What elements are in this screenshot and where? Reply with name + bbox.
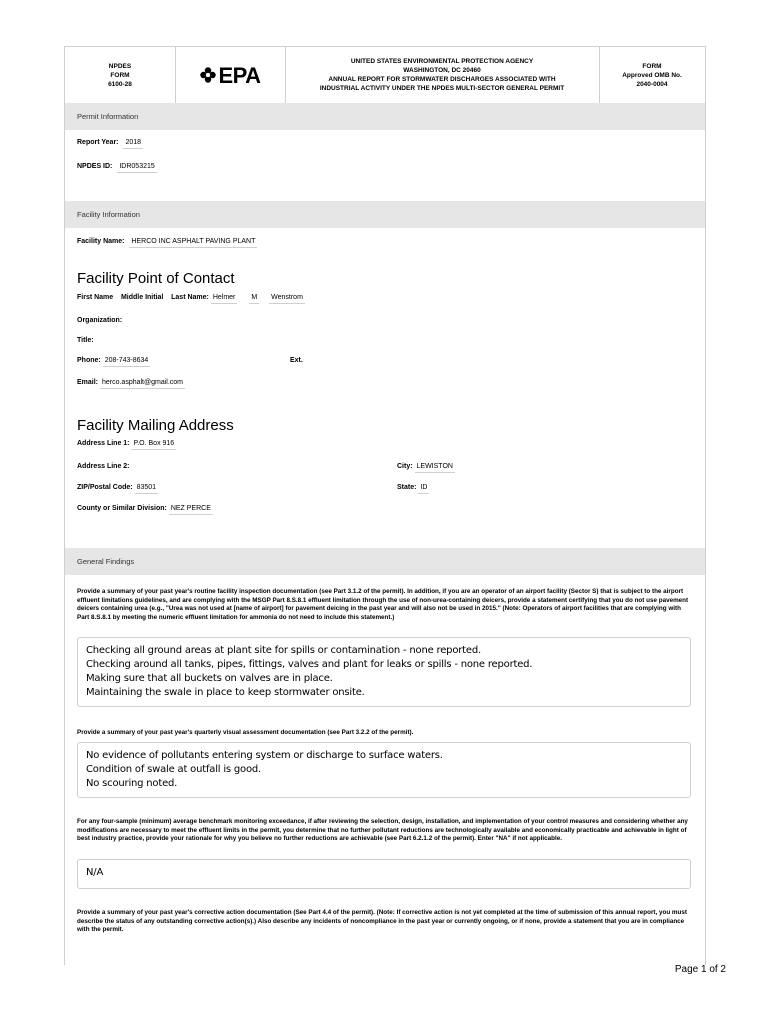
agency-title-cell xyxy=(285,47,600,103)
county-field xyxy=(77,505,213,515)
city-label: City: xyxy=(397,463,413,470)
agency-name: UNITED STATES ENVIRONMENTAL PROTECTION AGENCY xyxy=(350,58,534,65)
address-line1-value: P.O. Box 916 xyxy=(131,440,176,450)
visual-assessment-question: Provide a summary of your past year's quarterly visual assessment documentation (see Part 3.2.2 of the permit). xyxy=(77,729,414,736)
header-right-line: FORM xyxy=(642,62,662,70)
answer-line: N/A xyxy=(86,867,104,878)
form-header xyxy=(65,47,705,104)
address-line1-field xyxy=(77,440,176,450)
report-title-line: INDUSTRIAL ACTIVITY UNDER THE NPDES MULTI-SECTOR GENERAL PERMIT xyxy=(319,85,565,92)
contact-name-field xyxy=(77,294,305,304)
state-field xyxy=(397,484,429,494)
answer-line: No scouring noted. xyxy=(86,778,178,789)
benchmark-exceedance-question: For any four-sample (minimum) average benchmark monitoring exceedance, if after reviewing the selection, design, installation, and implementation of your control measures and considering whether any modifications are necessary to meet the effluent limits in the permit, you determine that no further pollutant reductions are technologically available and economically practicable and achievable in light of best industry practice, provide your rationale for why you believe no further reductions are achievable (see Part 6.2.1.2 of the permit). Enter "NA" if not applicable. xyxy=(77,818,688,843)
answer-line: No evidence of pollutants entering system or discharge to surface waters. xyxy=(86,750,443,761)
answer-line: Making sure that all buckets on valves are in place. xyxy=(86,673,333,684)
middle-initial-label: Middle Initial xyxy=(120,294,164,301)
corrective-action-question: Provide a summary of your past year's corrective action documentation (See Part 4.4 of the permit). (Note: If corrective action is not yet completed at the time of submission of this annual report, you must describe the status of any outstanding corrective action(s).) Also describe any incidents of noncompliance in the past year or currently ongoing, or if none, provide a statement that you are in compliance with the permit. xyxy=(77,909,687,934)
npdes-id-label: NPDES ID: xyxy=(77,163,113,170)
mailing-address-title: Facility Mailing Address xyxy=(77,417,234,434)
point-of-contact-title: Facility Point of Contact xyxy=(77,270,235,287)
header-right-line: 2040-0004 xyxy=(636,80,668,88)
email-value: herco.asphalt@gmail.com xyxy=(100,379,185,389)
phone-field xyxy=(77,357,150,367)
county-label: County or Similar Division: xyxy=(77,505,167,512)
header-left-line: FORM xyxy=(110,71,130,79)
report-year-field xyxy=(77,139,143,149)
report-title-line: ANNUAL REPORT FOR STORMWATER DISCHARGES ASSOCIATED WITH xyxy=(328,76,556,83)
agency-address: WASHINGTON, DC 20460 xyxy=(403,67,481,74)
phone-label: Phone: xyxy=(77,357,101,364)
epa-flower-icon xyxy=(199,66,217,84)
npdes-id-value: IDR053215 xyxy=(117,163,156,173)
header-left-line: 6100-28 xyxy=(108,80,132,88)
epa-logo-text: EPA xyxy=(218,62,261,88)
form-id-cell xyxy=(65,47,176,103)
address-line1-label: Address Line 1: xyxy=(77,440,130,447)
email-label: Email: xyxy=(77,379,99,386)
organization-field xyxy=(77,317,122,324)
first-name-label: First Name xyxy=(77,294,114,301)
epa-logo xyxy=(199,62,261,88)
logo-cell xyxy=(175,47,286,103)
form-page xyxy=(64,46,706,965)
visual-assessment-answer-box[interactable] xyxy=(77,742,691,798)
last-name-value: Wenstrom xyxy=(269,294,305,304)
facility-information-band: Facility Information xyxy=(65,201,705,228)
npdes-id-field xyxy=(77,163,157,173)
address-line2-field xyxy=(77,463,130,470)
answer-line: Checking around all tanks, pipes, fittings, valves and plant for leaks or spills - none reported. xyxy=(86,659,533,670)
answer-line: Condition of swale at outfall is good. xyxy=(86,764,262,775)
last-name-label: Last Name: xyxy=(171,294,209,301)
general-findings-band: General Findings xyxy=(65,548,705,575)
organization-label: Organization: xyxy=(77,317,123,324)
permit-information-band: Permit Information xyxy=(65,103,705,130)
extension-field xyxy=(290,357,303,364)
county-value: NEZ PERCE xyxy=(169,505,213,515)
facility-name-label: Facility Name: xyxy=(77,238,125,245)
title-field xyxy=(77,337,94,344)
city-field xyxy=(397,463,455,473)
benchmark-exceedance-answer-box[interactable] xyxy=(77,859,691,889)
facility-name-field xyxy=(77,238,257,248)
email-field xyxy=(77,379,185,389)
city-value: LEWISTON xyxy=(415,463,455,473)
answer-line: Maintaining the swale in place to keep stormwater onsite. xyxy=(86,687,365,698)
omb-cell xyxy=(599,47,705,103)
first-name-value: Helmer xyxy=(211,294,238,304)
zip-label: ZIP/Postal Code: xyxy=(77,484,133,491)
extension-label: Ext. xyxy=(290,357,303,364)
inspection-question: Provide a summary of your past year's routine facility inspection documentation (see Part 3.1.2 of the permit). In addition, if you are an operator of an airport facility (Sector S) that is subject to the airport effluent limitations guidelines, and are complying with the MSGP Part 8.S.8.1 effluent limitation through the use of non-urea-containing deicers, provide a statement certifying that you do not use pavement deicers containing urea (e.g., "Urea was not used at [name of airport] for pavement deicing in the past year and will also not be used in 2015." (Note: Operators of airport facilities that are complying with Part 8.S.8.1 by meeting the numeric effluent limitation for ammonia do not need to include this statement.) xyxy=(77,588,689,621)
title-label: Title: xyxy=(77,337,94,344)
address-line2-label: Address Line 2: xyxy=(77,463,130,470)
zip-field xyxy=(77,484,158,494)
phone-value: 208-743-8634 xyxy=(103,357,151,367)
zip-value: 83501 xyxy=(135,484,158,494)
middle-initial-value: M xyxy=(249,294,259,304)
report-year-value: 2018 xyxy=(123,139,143,149)
state-label: State: xyxy=(397,484,417,491)
inspection-answer-box[interactable] xyxy=(77,637,691,707)
facility-name-value: HERCO INC ASPHALT PAVING PLANT xyxy=(129,238,257,248)
report-year-label: Report Year: xyxy=(77,139,119,146)
header-right-line: Approved OMB No. xyxy=(622,71,682,79)
header-left-line: NPDES xyxy=(108,62,132,70)
state-value: ID xyxy=(418,484,429,494)
page-number: Page 1 of 2 xyxy=(674,964,726,975)
answer-line: Checking all ground areas at plant site for spills or contamination - none reported. xyxy=(86,645,481,656)
